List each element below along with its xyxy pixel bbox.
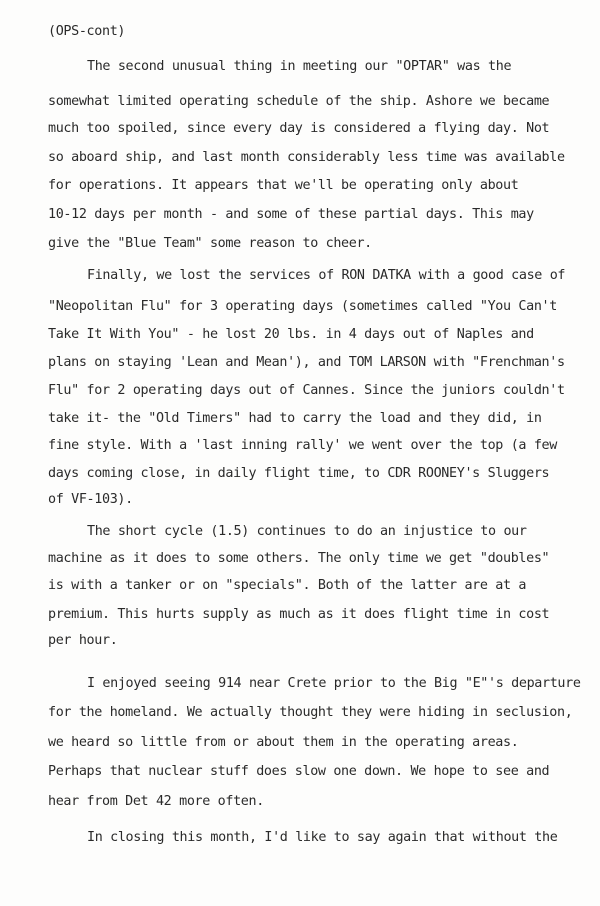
section-header: (OPS-cont) [48, 24, 126, 39]
text-line: is with a tanker or on "specials". Both of the latter are at a [48, 578, 527, 593]
text-line: somewhat limited operating schedule of the ship. Ashore we became [48, 94, 550, 109]
text-line: In closing this month, I'd like to say again that without the [87, 830, 558, 845]
text-line: for operations. It appears that we'll be operating only about [48, 178, 519, 193]
text-line: take it- the "Old Timers" had to carry the load and they did, in [48, 411, 542, 426]
text-line: days coming close, in daily flight time, to CDR ROONEY's Sluggers [48, 466, 550, 481]
text-line: "Neopolitan Flu" for 3 operating days (sometimes called "You Can't [48, 299, 557, 314]
text-line: 10-12 days per month - and some of these partial days. This may [48, 207, 534, 222]
text-line: for the homeland. We actually thought they were hiding in seclusion, [48, 705, 573, 720]
text-line: so aboard ship, and last month considerably less time was available [48, 150, 565, 165]
text-line: The short cycle (1.5) continues to do an injustice to our [87, 524, 527, 539]
text-line: per hour. [48, 633, 118, 648]
text-line: Take It With You" - he lost 20 lbs. in 4 days out of Naples and [48, 327, 534, 342]
text-line: machine as it does to some others. The only time we get "doubles" [48, 551, 550, 566]
text-line: we heard so little from or about them in the operating areas. [48, 735, 519, 750]
text-line: The second unusual thing in meeting our "OPTAR" was the [87, 59, 512, 74]
text-line: plans on staying 'Lean and Mean'), and TOM LARSON with "Frenchman's [48, 355, 565, 370]
text-line: Perhaps that nuclear stuff does slow one down. We hope to see and [48, 764, 550, 779]
text-line: of VF-103). [48, 492, 133, 507]
text-line: Flu" for 2 operating days out of Cannes. Since the juniors couldn't [48, 383, 565, 398]
text-line: hear from Det 42 more often. [48, 794, 264, 809]
text-line: premium. This hurts supply as much as it does flight time in cost [48, 607, 550, 622]
text-line: Finally, we lost the services of RON DATKA with a good case of [87, 268, 566, 283]
text-line: give the "Blue Team" some reason to cheer. [48, 236, 372, 251]
text-line: much too spoiled, since every day is considered a flying day. Not [48, 121, 550, 136]
text-line: fine style. With a 'last inning rally' we went over the top (a few [48, 438, 557, 453]
text-line: I enjoyed seeing 914 near Crete prior to the Big "E"'s departure [87, 676, 581, 691]
